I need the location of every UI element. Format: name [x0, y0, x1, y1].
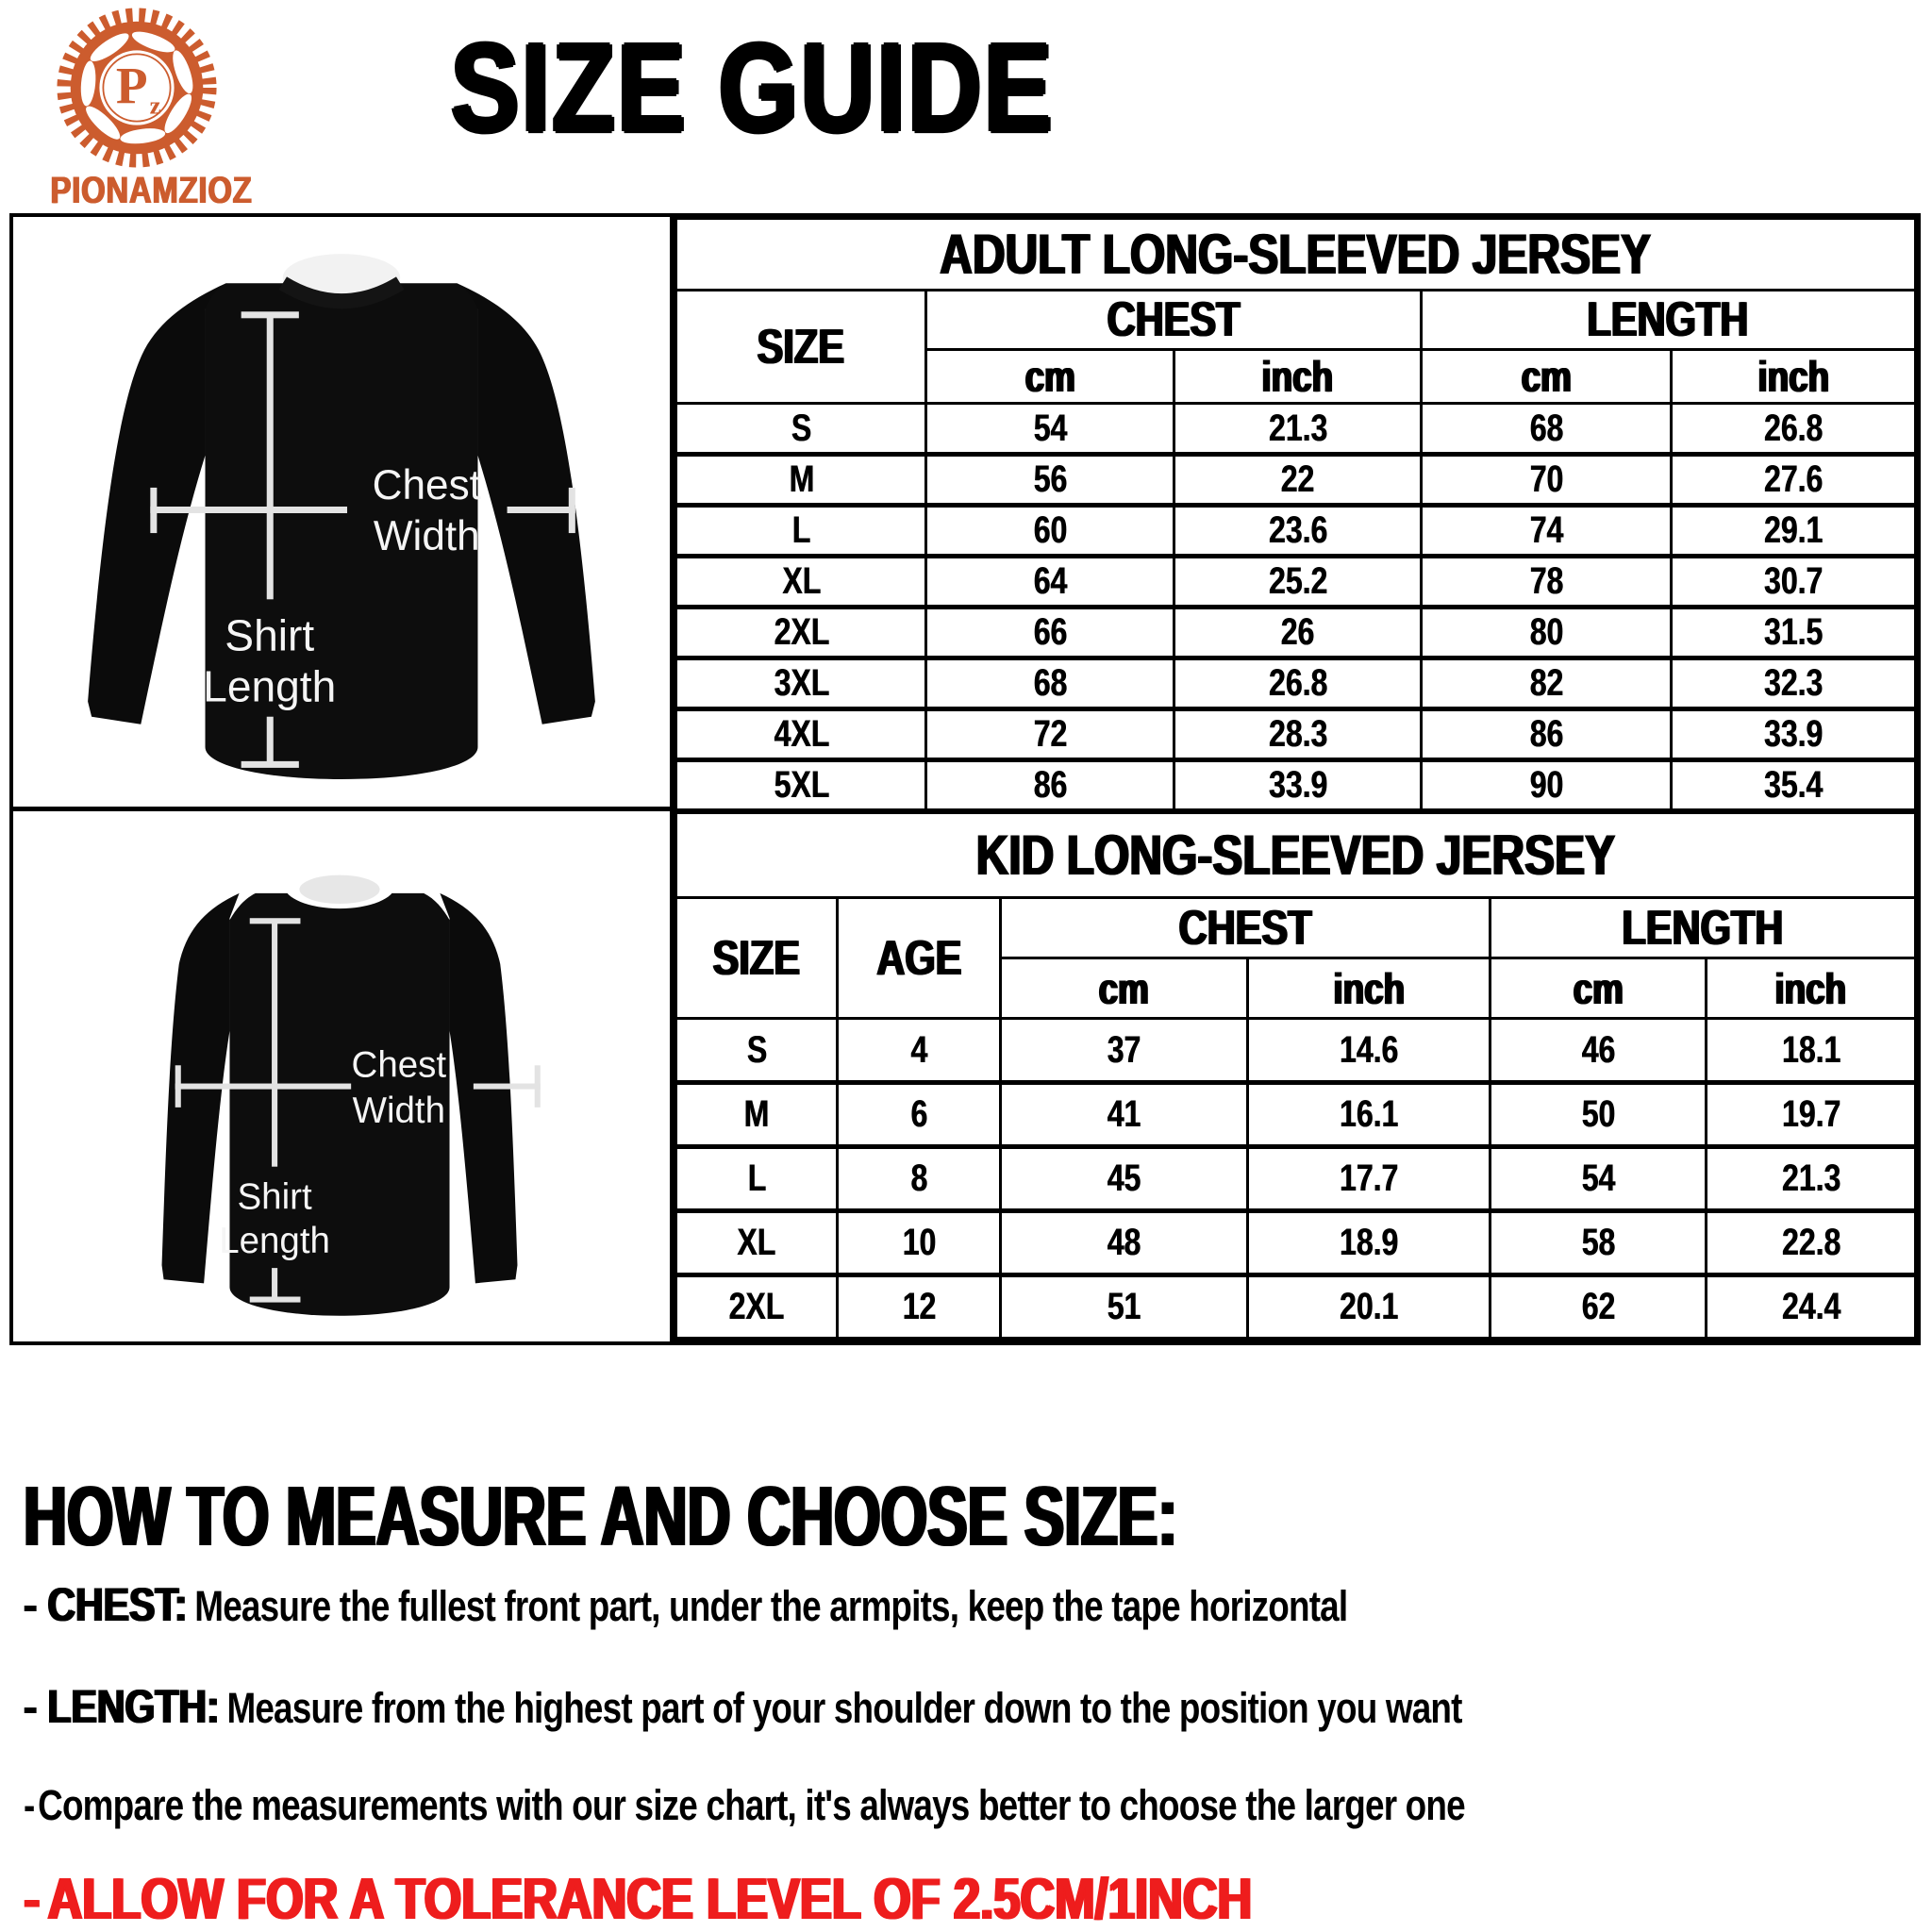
cell: 70: [1421, 455, 1671, 506]
cell: 72: [926, 709, 1174, 760]
svg-text:Width: Width: [352, 1091, 446, 1132]
unit-header-cm: cm: [1491, 958, 1707, 1019]
cell: 80: [1421, 608, 1671, 658]
cell: 90: [1421, 760, 1671, 811]
cell: 18.1: [1706, 1019, 1915, 1083]
table-row: [676, 760, 1916, 811]
table-row: [676, 219, 1916, 291]
cell: 37: [1001, 1019, 1247, 1083]
column-header-length: LENGTH: [1421, 291, 1915, 350]
brand-name: PIONAMZIOZ: [50, 170, 253, 211]
instruction-length: [24, 1679, 1462, 1734]
cell: 4: [837, 1019, 1000, 1083]
svg-text:Width: Width: [373, 513, 480, 560]
cell: XL: [676, 557, 926, 608]
howto-heading: HOW TO MEASURE AND CHOOSE SIZE:: [24, 1469, 1178, 1564]
column-header-age: AGE: [837, 898, 1000, 1019]
table-row: [676, 608, 1916, 658]
cell: 24.4: [1706, 1275, 1915, 1340]
monogram-letter-z: z: [149, 91, 161, 120]
cell: 17.7: [1247, 1147, 1491, 1211]
column-header-chest: CHEST: [926, 291, 1421, 350]
table-row: [676, 557, 1916, 608]
cell: 8: [837, 1147, 1000, 1211]
cell: 86: [926, 760, 1174, 811]
cell: 26.8: [1174, 658, 1421, 709]
cell: M: [676, 1083, 838, 1147]
cell: 48: [1001, 1211, 1247, 1275]
unit-header-inch: inch: [1174, 350, 1421, 404]
instruction-compare: [24, 1781, 1465, 1830]
table-row: [676, 1083, 1916, 1147]
cell: S: [676, 404, 926, 455]
cell: 3XL: [676, 658, 926, 709]
unit-header-cm: cm: [1001, 958, 1247, 1019]
cell: 31.5: [1672, 608, 1916, 658]
cell: 54: [1491, 1147, 1707, 1211]
cell: 10: [837, 1211, 1000, 1275]
cell: 14.6: [1247, 1019, 1491, 1083]
table-row: [676, 898, 1916, 958]
column-header-size: SIZE: [676, 291, 926, 404]
instruction-label: -: [24, 1781, 35, 1829]
cell: 2XL: [676, 608, 926, 658]
cell: 18.9: [1247, 1211, 1491, 1275]
kid-shirt-image: [62, 830, 617, 1332]
cell: 25.2: [1174, 557, 1421, 608]
instruction-tolerance: [24, 1866, 1252, 1932]
cell: 60: [926, 506, 1174, 557]
cell: 16.1: [1247, 1083, 1491, 1147]
cell: 58: [1491, 1211, 1707, 1275]
cell: 66: [926, 608, 1174, 658]
cell: 2XL: [676, 1275, 838, 1340]
table-row: [676, 404, 1916, 455]
cell: 41: [1001, 1083, 1247, 1147]
size-chart-frame: [9, 213, 1921, 1345]
cell: 22: [1174, 455, 1421, 506]
cell: 20.1: [1247, 1275, 1491, 1340]
cell: L: [676, 506, 926, 557]
cell: 28.3: [1174, 709, 1421, 760]
cell: 33.9: [1672, 709, 1916, 760]
cell: 35.4: [1672, 760, 1916, 811]
cell: 19.7: [1706, 1083, 1915, 1147]
table-row: [676, 658, 1916, 709]
adult-table-title: ADULT LONG-SLEEVED JERSEY: [676, 219, 1916, 291]
cell: 33.9: [1174, 760, 1421, 811]
kid-size-table: [675, 811, 1917, 1341]
unit-header-cm: cm: [926, 350, 1174, 404]
cell: XL: [676, 1211, 838, 1275]
cell: 56: [926, 455, 1174, 506]
table-row: [676, 455, 1916, 506]
cell: 23.6: [1174, 506, 1421, 557]
table-row: [676, 1211, 1916, 1275]
cell: S: [676, 1019, 838, 1083]
adult-shirt-image: [26, 228, 657, 796]
svg-text:Length: Length: [219, 1220, 330, 1261]
cell: L: [676, 1147, 838, 1211]
svg-text:Chest: Chest: [372, 461, 481, 508]
svg-text:Length: Length: [203, 661, 337, 711]
cell: 32.3: [1672, 658, 1916, 709]
cell: 26: [1174, 608, 1421, 658]
svg-text:Shirt: Shirt: [237, 1176, 312, 1218]
adult-size-table: [675, 217, 1917, 807]
table-row: [676, 1147, 1916, 1211]
cell: 5XL: [676, 760, 926, 811]
cell: 51: [1001, 1275, 1247, 1340]
instruction-label: - CHEST:: [24, 1578, 188, 1631]
cell: 21.3: [1174, 404, 1421, 455]
cell: 54: [926, 404, 1174, 455]
unit-header-inch: inch: [1247, 958, 1491, 1019]
instruction-text: ALLOW FOR A TOLERANCE LEVEL OF 2.5CM/1INCH: [47, 1867, 1252, 1932]
cell: 45: [1001, 1147, 1247, 1211]
cell: 12: [837, 1275, 1000, 1340]
cell: 82: [1421, 658, 1671, 709]
cell: 4XL: [676, 709, 926, 760]
cell: 64: [926, 557, 1174, 608]
cell: 26.8: [1672, 404, 1916, 455]
cell: 86: [1421, 709, 1671, 760]
table-row: [676, 1019, 1916, 1083]
cell: 78: [1421, 557, 1671, 608]
table-row: [676, 291, 1916, 350]
cell: 6: [837, 1083, 1000, 1147]
cell: 30.7: [1672, 557, 1916, 608]
cell: M: [676, 455, 926, 506]
monogram-letter-p: P: [115, 57, 148, 115]
svg-text:Chest: Chest: [351, 1044, 447, 1086]
instruction-text: Measure the fullest front part, under the armpits, keep the tape horizontal: [194, 1582, 1348, 1630]
page-title: SIZE GUIDE: [451, 17, 1055, 158]
instruction-chest: [24, 1577, 1347, 1632]
column-header-chest: CHEST: [1001, 898, 1491, 958]
cell: 46: [1491, 1019, 1707, 1083]
unit-header-cm: cm: [1421, 350, 1671, 404]
cell: 22.8: [1706, 1211, 1915, 1275]
cell: 27.6: [1672, 455, 1916, 506]
table-row: [676, 1275, 1916, 1340]
svg-text:Shirt: Shirt: [225, 610, 315, 660]
brand-logo: [28, 4, 253, 212]
table-row: [676, 506, 1916, 557]
instruction-text: Measure from the highest part of your shoulder down to the position you want: [226, 1684, 1462, 1732]
column-header-length: LENGTH: [1491, 898, 1916, 958]
column-header-size: SIZE: [676, 898, 838, 1019]
gear-logo-icon: [53, 4, 221, 172]
cell: 21.3: [1706, 1147, 1915, 1211]
instruction-label: -: [24, 1867, 40, 1932]
unit-header-inch: inch: [1672, 350, 1916, 404]
table-row: [676, 813, 1916, 898]
cell: 68: [926, 658, 1174, 709]
instruction-text: Compare the measurements with our size chart, it's always better to choose the larger one: [38, 1781, 1465, 1829]
cell: 62: [1491, 1275, 1707, 1340]
unit-header-inch: inch: [1706, 958, 1915, 1019]
table-row: [676, 709, 1916, 760]
kid-table-title: KID LONG-SLEEVED JERSEY: [676, 813, 1916, 898]
cell: 74: [1421, 506, 1671, 557]
cell: 29.1: [1672, 506, 1916, 557]
cell: 68: [1421, 404, 1671, 455]
cell: 50: [1491, 1083, 1707, 1147]
instruction-label: - LENGTH:: [24, 1680, 220, 1733]
